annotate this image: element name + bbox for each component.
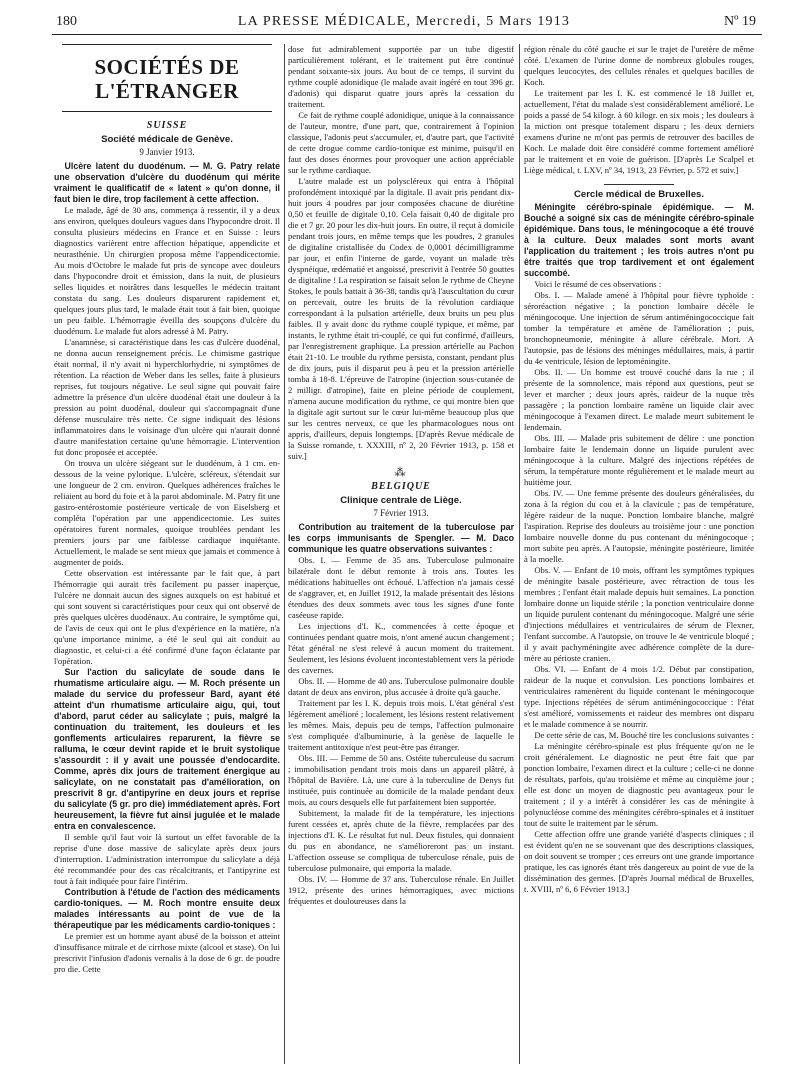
column-divider <box>284 44 285 1064</box>
article-heading: Contribution au traitement de la tuberculose par les corps immunisants de Spengler. — M. Daco communique les quatre observations suivantes : <box>288 522 514 554</box>
paragraph: Obs. I. — Femme de 35 ans. Tuberculose pulmonaire bilatérale dont le début remonte à trois ans. Toutes les médications habituelles ont échoué. L'affection n'a jamais cessé de s'aggraver, et, en Juillet 1912, la malade présentait des lésions étendues des deux sommets avec tous les signes d'une fonte caséeuse rapide. <box>288 555 514 620</box>
journal-title: LA PRESSE MÉDICALE, Mercredi, 5 Mars 1913 <box>237 14 571 29</box>
paragraph: Le traitement par les I. K. est commencé le 18 Juillet et, actuellement, l'état du malade s'est considérablement amélioré. Le poids a passé de 54 kilogr. à 60 kilogr. en six mois ; les douleurs à la miction ont presque totalement disparu ; les deux derniers examens d'urine ne m'ont pas permis de retrouver des bacilles de Koch. Le malade doit être considéré comme fortement amélioré par le traitement et en voie de guérison. [D'après Le Scalpel et Liège médical, t. LXV, nº 34, 1913, 23 Février, p. 572 et suiv.] <box>524 88 754 175</box>
paragraph: De cette série de cas, M. Bouché tire les conclusions suivantes : <box>534 730 754 740</box>
paragraph: Ce fait de rythme couplé adonidique, unique à la connaissance de l'auteur, montre, d'une part, que, contrairement à l'opinion classique, l'adonis peut s'accumuler, et, d'autre part, que l'activité de cette drogue comme cardio-tonique est minime, puisqu'il en faut des doses énormes pour provoquer une action appréciable sur le rythme cardiaque. <box>288 110 514 175</box>
session-date: 7 Février 1913. <box>373 508 429 518</box>
page-header <box>52 14 756 34</box>
article-heading: Contribution à l'étude de l'action des médicaments cardio-toniques. — M. Roch montre ensuite deux malades intéressants au point de vue de la thérapeutique par les médicaments cardio-toniques : <box>54 887 280 930</box>
paragraph: Les injections d'I. K., commencées à cette époque et continuées pendant quatre mois, n'ont amené aucun changement ; l'état général ne s'est relevé à aucun moment du traitement. Seulement, les lésions évoluent incontestablement vers la période des cavernes. <box>288 621 514 675</box>
paragraph: Obs. III. — Malade pris subitement de délire : une ponction lombaire faite le lendemain donne un liquide purulent avec méningocoque à la culture. Malgré des injections répétées de sérum, la température monte régulièrement et le malade meurt au huitième jour. <box>524 433 754 487</box>
paragraph: Traitement par les I. K. depuis trois mois. L'état général s'est légèrement amélioré ; localement, les lésions restent relativement les mêmes. Mais, depuis peu de temps, l'affection pulmonaire s'est compliquée d'albuminurie, à la genèse de laquelle le traitement antitoxique n'est peut-être pas étranger. <box>288 698 514 752</box>
column-2 <box>288 44 514 1072</box>
column-1 <box>54 44 280 1072</box>
paragraph: On trouva un ulcère siégeant sur le duodénum, à 1 cm. en-dessous de la veine pylorique. L'ulcère, scléreux, s'étendait sur une longueur de 2 cm. environ. Quelques adhérences fraîches le reliaient au bord du foie et à la paroi abdominale. M. Patry fit une gastro-entérostomie postérieure verticale de von Eiselsberg et compléta l'opération par une appendicectomie. Les suites opératoires furent normales, quoique troublées pendant les premiers jours par une faiblesse cardiaque inquiétante. Actuellement, le malade se sent mieux que jamais et commence à augmenter de poids. <box>54 458 280 567</box>
paragraph: dose fut admirablement supportée par un tube digestif particulièrement tolérant, et le traitement put être continué pendant soixante-six jours. Au bout de ce temps, il survint du rythme couplé adonidique (le malade avait ingéré en tout 396 gr. d'adonis) qui disparut quatre jours après la cessation du traitement. <box>288 44 514 109</box>
article-heading: Ulcère latent du duodénum. — M. G. Patry relate une observation d'ulcère du duodénum qui mérite vraiment le qualificatif de « latent » qu'on donne, il faut bien le dire, trop facilement à cette affection. <box>54 161 280 204</box>
paragraph: Obs. III. — Femme de 50 ans. Ostéite tuberculeuse du sacrum ; immobilisation pendant trois mois dans un appareil plâtré, à l'hôpital de Bavière. Là, une cure à la tuberculine de Denys fut instituée, puis continuée au domicile de la malade pendant deux mois, au cours desquels elle fut parfaitement bien supportée. <box>288 753 514 807</box>
paragraph: Cette observation est intéressante par le fait que, à part l'hémorragie qui aurait très facilement pu passer inaperçue, l'ulcère ne donnait aucun des signes auxquels on est habitué et qui sont souvent si caractéristiques pour ceux qui ont observé de près quelques ulcères duodénaux. Au contraire, le symptôme qui, de l'avis de ceux qui ont le plus d'expérience en la matière, n'a qu'une importance minime, a été le seul qui ait conduit au diagnostic, et celui-ci a été confirmé d'une façon éclatante par l'opération. <box>54 568 280 666</box>
paragraph: Voici le résumé de ces observations : <box>534 279 662 289</box>
paragraph: L'anamnèse, si caractéristique dans les cas d'ulcère duodénal, ne donna aucun renseignement précis. Le chimisme gastrique était normal, il n'y avait ni hyperchlorhydrie, ni symptômes de rétention. La réaction de Weber dans les selles, faite à plusieurs reprises, fut toujours négative. Le seul signe qui pouvait faire admettre la présence d'un ulcère duodénal était une douleur à la pression au point duodénal, douleur qui s'accompagnait d'une défense musculaire très nette. Ce signe indiquait des lésions inflammatoires dans le voisinage d'un ulcère qui n'aurait donné d'autre manifestation certaine qu'une hémorragie. L'intervention fut donc proposée et acceptée. <box>54 337 280 457</box>
paragraph: région rénale du côté gauche et sur le trajet de l'uretère de même côté. L'examen de l'urine donne de nombreux globules rouges, quelques leucocytes, des cellules rénales et quelques bacilles de Koch. <box>524 44 754 87</box>
page-number: 180 <box>56 14 77 29</box>
paragraph: Obs. IV. — Homme de 37 ans. Tuberculose rénale. En Juillet 1912, présente des urines hémorragiques, avec mictions fréquentes et douloureuses dans la <box>288 874 514 906</box>
paragraph: L'autre malade est un polyscléreux qui entra à l'hôpital profondément intoxiqué par la digitale. Il avait pris pendant dix-huit jours 4 poudres par jour composées chacune de diurétine 0,50 et feuille de digitale 0,10. Cela faisait 0,40 de digitale pro die et 7 gr. 20 pour les dix-huit jours. En outre, il reçut à domicile pendant trois jours, en même temps que les poudres, 2 granules de digitaline cristallisée du Codex de 0,0001 décimilligramme par jour, et enfin l'interne de garde, voyant un malade très dyspnéique, œdématié et angoissé, prescrivit à l'entrée 50 gouttes de digitaline ! La respiration se faisait selon le rythme de Cheyne Stokes, le pouls battait à 36-38, tandis qu'à l'auscultation du cœur on percevait, outre les bruits de la révolution cardiaque correspondant à la pulsation artérielle, deux bruits un peu plus faibles. Il y avait donc du rythme couplé typique, et même, par instants, le rythme était tri-couplé, ce qui fut confirmé, d'ailleurs, par l'enregistrement graphique. La pression artérielle au Pachon était 21-10. Le trouble du rythme persista, constant, pendant plus de dix jours, puis il disparut peu à peu et la pression artérielle tomba à 18-8. L'épreuve de l'atropine (injection sous-cutanée de 2 milligr. d'atropine), faite en pleine période de couplement, n'amena aucune modification du rythme, ce qui montre bien que la digitale agit surtout sur le cœur lui-même beaucoup plus que sur les centres nerveux, ce que les pharmacologues nous ont appris, d'ailleurs, depuis longtemps. [D'après Revue médicale de la Suisse romande, t. XXXIII, nº 2, 20 Février 1913, p. 158 et suiv.] <box>288 176 514 461</box>
paragraph: Le malade, âgé de 30 ans, commença à ressentir, il y a deux ans environ, quelques douleurs vagues dans l'hypocondre droit. Il consulta plusieurs médecins en France et en Suisse : leurs diagnostics varièrent entre affection hépatique, appendicite et neurasthénie. Un chirurgien proposa même l'appendicectomie. Au mois d'Octobre le malade fut pris de syncope avec douleurs dans l'hypocondre droit et émission, dans la nuit, de plusieurs selles liquides et noirâtres dans lesquelles le médecin traitant constata du sang. Les douleurs disparurent rapidement et, quelques jours plus tard, le malade était tout à fait bien, quoique un peu faible. L'hémorragie éveilla des soupçons d'ulcère du duodénum. Le malade fut alors adressé à M. Patry. <box>54 205 280 336</box>
paragraph: Il semble qu'il faut voir là surtout un effet favorable de la reprise d'une dose massive de salicylate après deux jours d'interruption. L'administration interrompue du salicylate a déjà été recommandée pour des cas récalcitrants, et l'antipyrine est tout à fait indiquée pour faire l'intérim. <box>54 832 280 886</box>
country-heading: BELGIQUE <box>371 481 431 492</box>
country-heading: SUISSE <box>146 120 188 131</box>
paragraph: Obs. II. — Homme de 40 ans. Tuberculose pulmonaire double datant de deux ans environ, plus accusée à droite qu'à gauche. <box>288 676 514 697</box>
column-divider <box>519 44 520 1064</box>
paragraph: Le premier est un homme ayant abusé de la boisson et atteint d'insuffisance mitrale et de cirrhose mixte (alcool et stase). On lui prescrivit l'infusion d'adonis vernalis à la dose de 6 gr. de poudre pro die. Cette <box>54 931 280 974</box>
article-heading: Méningite cérébro-spinale épidémique. — M. Bouché a soigné six cas de méningite cérébro-spinale épidémique. Dans tous, le méningocoque a été trouvé à la culture. Deux malades sont morts avant l'application du traitement ; les trois autres n'ont pu être traités que trop tardivement et ont également succombé. <box>524 202 754 278</box>
issue-number: Nº 19 <box>724 14 756 29</box>
paragraph: Obs. I. — Malade amené à l'hôpital pour fièvre typhoïde : séroréaction négative ; la ponction lombaire décèle le méningocoque. Une injection de sérum antiméningococcique fait tomber la température et amène de l'amélioration ; puis, bronchopneumonie, méningite à allure cérébrale. Mort. A l'autopsie, pas de lésions des méninges médullaires, mais, à partir du 4e ventricule, lésion de leptoméningite. <box>524 290 754 366</box>
paragraph: Cette affection offre une grande variété d'aspects cliniques ; il est évident qu'en ne se souvenant que des descriptions classiques, on doit souvent se tromper ; ces erreurs ont une grande importance pratique, les cas ignorés étant très dangereux au point de vue de la dissémination des germes. [D'après Journal médical de Bruxelles, t. XVIII, nº 6, 6 Février 1913.] <box>524 829 754 894</box>
paragraph: Obs. IV. — Une femme présente des douleurs généralisées, du zona à la région du cou et à la clavicule ; pas de température, légère raideur de la nuque. Ponction lombaire blanche, malgré l'aspiration. Reprise des douleurs au troisième jour : une ponction lombaire nouvelle donne du pus contenant du méningocoque ; mort subite peu après. A l'autopsie, méningite postérieure, limitée à la moelle. <box>524 488 754 564</box>
society-heading: Cercle médical de Bruxelles. <box>573 189 705 200</box>
paragraph: Subitement, la malade fit de la température, les injections furent cessées et, après chute de la fièvre, remplacées par des injections d'I. K. Le résultat fut nul. Deux fistules, qui donnaient du pus en abondance, ne s'amélioreront pas un instant. L'affection osseuse se compliqua de tuberculose rénale, puis de tuberculose pulmonaire, qui emporta la malade. <box>288 808 514 873</box>
session-date: 9 Janvier 1913. <box>139 147 195 157</box>
header-rule <box>52 34 762 35</box>
paragraph: Obs. V. — Enfant de 10 mois, offrant les symptômes typiques de méningite basale postérieure, avec rétraction de tous les membres ; l'enfant était malade depuis huit semaines. La ponction lombaire donne un liquide stérile ; la ponction ventriculaire donne un liquide purulent contenant du méningocoque. Malgré une série d'injections médullaires et ventriculaires de sérum de Flexner, l'enfant succombe. A l'autopsie, on trouve le 4e ventricule bloqué ; il y avait pachyméningite avec adhérence complète de la dure-mère au périoste cranien. <box>524 565 754 663</box>
section-separator: ⁂ <box>394 467 408 479</box>
article-heading: Sur l'action du salicylate de soude dans le rhumatisme articulaire aigu. — M. Roch présente un malade du service du professeur Bard, ayant été atteint d'un rhumatisme articulaire aigu, qui, tout d'abord, parut céder au salicylate ; puis, malgré la continuation du traitement, les douleurs et les gonflements articulaires reparurent, la fièvre se ralluma, le cœur devint rapide et le bruit systolique s'assourdit : il y avait une poussée d'endocardite. Comme, après dix jours de traitement énergique au salicylate, on ne constatait pas d'amélioration, on prescrivit 8 gr. d'antipyrine en deux jours et reprise du salicylate (5 gr. pro die) immédiatement après. Fort heureusement, la fièvre fut ainsi jugulée et le malade entra en convalescence. <box>54 667 280 831</box>
society-heading: Société médicale de Genève. <box>101 134 233 145</box>
paragraph: Obs. VI. — Enfant de 4 mois 1/2. Début par constipation, raideur de la nuque et convulsion. Les ponctions lombaires et ventriculaires ramenèrent du liquide contenant le méningocoque type. Injections répétées de sérum antiméningococcique : l'état s'est amélioré, vomissements et raideur des membres ont disparu et le malade commence à se nourrir. <box>524 664 754 729</box>
column-3 <box>524 44 754 1072</box>
section-rule <box>604 184 674 185</box>
paragraph: Obs. II. — Un homme est trouvé couché dans la rue ; il présente de la somnolence, mais répond aux questions, peut se lever et marcher ; deux jours après, raideur de la nuque très passagère ; la ponction lombaire ramène un liquide clair avec méningocoque à l'examen direct. Le malade meurt subitement le lendemain. <box>524 367 754 432</box>
society-heading: Clinique centrale de Liège. <box>340 495 462 506</box>
section-title: SOCIÉTÉS DE L'ÉTRANGER <box>62 44 272 112</box>
paragraph: La méningite cérébro-spinale est plus fréquente qu'on ne le croit généralement. Le diagnostic ne peut être fait que par ponction lombaire, l'examen direct et la culture ; celle-ci ne donne de résultats, parfois, qu'au troisième et même au cinquième jour ; elle est donc un moyen de diagnostic peu avantageux pour le traitement ; il y a intérêt à considérer les cas de méningite à polynucléose comme des méningites cérébro-spinales et à instituer tout de suite le traitement par le sérum. <box>524 741 754 828</box>
